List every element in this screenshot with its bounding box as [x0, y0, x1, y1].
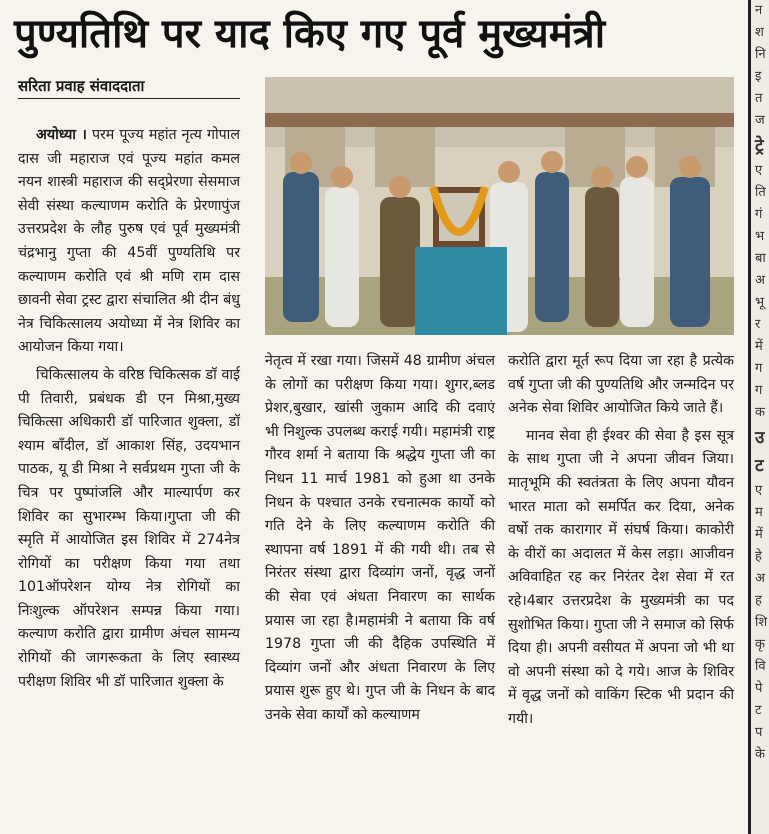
- paragraph: करोति द्वारा मूर्त रूप दिया जा रहा है प्रत्येक वर्ष गुप्ता जी की पुण्यतिथि और जन्मदिन पर अनेक सेवा शिविर आयोजित किये जाते हैं।: [508, 353, 734, 417]
- clipping-fragment: त: [755, 91, 763, 106]
- clipping-fragment: क: [755, 405, 765, 420]
- clipping-fragment: म: [755, 505, 763, 520]
- clipping-fragment: बा: [755, 251, 766, 266]
- adjacent-article-clipping: [748, 0, 769, 834]
- article-column-2: [265, 350, 495, 728]
- byline: सरिता प्रवाह संवाददाता: [18, 76, 240, 99]
- clipping-fragment: में: [755, 527, 763, 542]
- clipping-fragment: ए: [755, 163, 763, 178]
- clipping-fragment: ह: [755, 593, 762, 608]
- clipping-fragment: ट: [755, 703, 762, 718]
- clipping-fragment: भू: [755, 295, 765, 310]
- clipping-fragment: अ: [755, 571, 765, 586]
- clipping-fragment: भ: [755, 229, 765, 244]
- clipping-fragment: पे: [755, 681, 763, 696]
- paragraph: चिकित्सालय के वरिष्ठ चिकित्सक डॉ वाई पी तिवारी, प्रबंधक डी एन मिश्रा,मुख्य चिकित्सा अधिकारी डॉ पारिजात शुक्ला, डॉ श्याम बाँदील, डॉ आकाश सिंह, उदयभान पाठक, यू डी मिश्रा ने सर्वप्रथम गुप्ता जी के चित्र पर पुष्पांजलि और माल्यार्पण कर शिविर का सुभारम्भ किया।गुप्ता जी की स्मृति में आयोजित इस शिविर में 274नेत्र रोगियों का परीक्षण किया गया तथा 101ऑपरेशन योग्य नेत्र रोगियों का निःशुल्क ऑपरेशन सम्पन्न किया गया। कल्याण करोति द्वारा ग्रामीण अंचल सामन्य रोगियों की जागरूकता के लिए स्वास्थ्य परीक्षण शिविर भी डॉ पारिजात शुक्ला के: [18, 366, 240, 690]
- clipping-fragment: गं: [755, 207, 763, 222]
- clipping-fragment: शि: [755, 615, 768, 630]
- paragraph: नेतृत्व में रखा गया। जिसमें 48 ग्रामीण अंचल के लोगों का परीक्षण किया गया। शुगर,ब्लड प्रेशर,बुखार, खांसी जुकाम आदि की दवाएं भी निशुल्क उपलब्ध कराई गयी। महामंत्री राष्ट्र गौरव शर्मा ने बताया कि श्रद्धेय गुप्ता जी का निधन 11 मार्च 1981 को हुआ था उनके निधन के पश्चात उनके रचनात्मक कार्यो को गति देने के लिए कल्याणम करोति की स्थापना वर्ष 1891 में की गयी थी। तब से निरंतर संस्था द्वारा दिव्यांग जनों, वृद्ध जनों की सेवा एवं अंधता निवारण का सार्थक प्रयास जा रहा है।महामंत्री ने बताया कि वर्ष 1978 गुप्ता जी की दैहिक उपस्थिति में दिव्यांग जनों और अंधता निवारण के लिए प्रयास शुरू हुए थे। गुप्त जी के निधन के बाद उनके सेवा कार्यों को कल्याणम: [265, 353, 495, 723]
- article-column-3: [508, 350, 734, 732]
- clipping-fragment: न: [755, 3, 763, 18]
- clipping-fragment: ए: [755, 483, 763, 498]
- headline: पुण्यतिथि पर याद किए गए पूर्व मुख्यमंत्री: [14, 11, 606, 57]
- clipping-fragment: ति: [755, 185, 766, 200]
- event-photo: [265, 77, 734, 335]
- clipping-fragment: ट्रे: [755, 136, 764, 156]
- clipping-fragment: ज: [755, 113, 765, 128]
- clipping-fragment: नि: [755, 47, 766, 62]
- clipping-fragment: वि: [755, 659, 766, 674]
- clipping-fragment: उ: [755, 428, 765, 448]
- paragraph: मानव सेवा ही ईश्वर की सेवा है इस सूत्र के साथ गुप्ता जी ने अपना जीवन जिया। मातृभूमि की स्वतंत्रता के लिए अपना यौवन भारत माता को समर्पित कर दिया, अनेक वर्षो तक कारागार में संघर्ष किया। काकोरी के वीरों का अदालत में केस लड़ा। आजीवन अविवाहित रह कर निरंतर देश सेवा में रत रहे।4बार उत्तरप्रदेश के मुख्यमंत्री का पद सुशोभित किया। गुप्ता जी ने समाज को सिर्फ दिया ही। अपनी वसीयत में अपना जो भी था वो अपनी संस्था को दे गये। आज के शिविर में वृद्ध जनों को वाकिंग स्टिक भी प्रदान की गयी।: [508, 427, 734, 727]
- clipping-fragment: हे: [755, 549, 762, 564]
- clipping-fragment: इ: [755, 69, 762, 84]
- clipping-fragment: र: [755, 317, 761, 332]
- clipping-fragment: कृ: [755, 637, 765, 652]
- photo-illustration: [265, 77, 734, 335]
- dateline: अयोध्या ।: [36, 127, 87, 143]
- paragraph: [18, 124, 240, 360]
- clipping-fragment: ग: [755, 383, 763, 398]
- clipping-fragment: श: [755, 25, 764, 40]
- paragraph-text: परम पूज्य महांत नृत्य गोपाल दास जी महाराज एवं पूज्य महांत कमल नयन शास्त्री महाराज की सद्प्रेरणा सेसमाज सेवी संस्था कल्याणम करोति के प्रेरणापुंज उत्तरप्रदेश के लौह पुरुष एवं पूर्व मुख्यमंत्री चंद्रभानु गुप्ता की 45वीं पुण्यतिथि पर कल्याणम करोति एवं श्री मणि राम दास छावनी सेवा ट्रस्ट द्वारा संचालित श्री दीन बंधु नेत्र चिकित्सालय अयोध्या में नेत्र शिविर का आयोजन किया गया।: [18, 127, 240, 356]
- clipping-fragment: अ: [755, 273, 765, 288]
- clipping-fragment: ट: [755, 456, 764, 476]
- clipping-fragment: में: [755, 339, 763, 354]
- clipping-fragment: के: [755, 747, 765, 762]
- article-column-1: [18, 124, 240, 694]
- clipping-fragment: ग: [755, 361, 763, 376]
- clipping-fragment: प: [755, 725, 763, 740]
